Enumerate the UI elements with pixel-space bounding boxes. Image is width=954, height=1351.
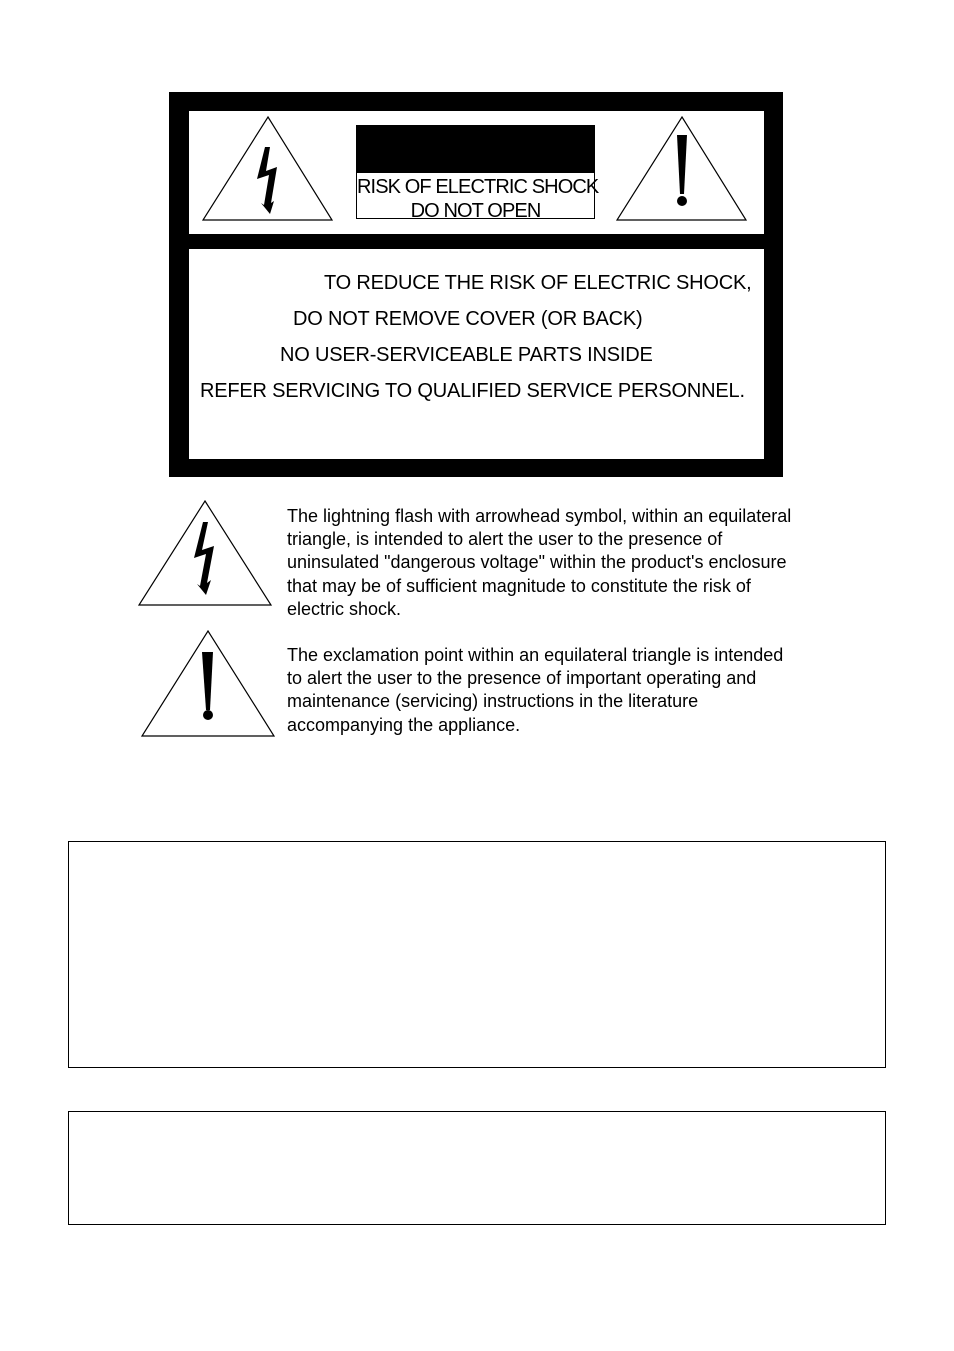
warning-line-2: DO NOT REMOVE COVER (OR BACK) [293,308,643,330]
caution-label-top-panel [189,111,764,234]
lightning-triangle-icon [138,500,272,606]
exclamation-symbol-explanation: The exclamation point within an equilateral triangle is intended to alert the user to the presence of important operating and maintenance (servicing) instructions in the literature accompanying the appliance. [287,645,784,735]
caution-warning-panel [189,249,764,459]
caution-label-frame [169,92,783,477]
notice-box-1 [68,841,886,1068]
exclamation-triangle-icon [616,115,748,222]
caution-label-line-2: DO NOT OPEN [410,200,541,222]
warning-line-4: REFER SERVICING TO QUALIFIED SERVICE PERSONNEL. [200,380,745,402]
notice-box-2 [68,1111,886,1225]
caution-center-label [356,125,599,222]
warning-line-1: TO REDUCE THE RISK OF ELECTRIC SHOCK, [324,272,752,294]
exclamation-triangle-icon [141,630,275,738]
lightning-symbol-explanation: The lightning flash with arrowhead symbol, within an equilateral triangle, is intended to alert the user to the presence of uninsulated "dangerous voltage" within the product's enclosure that may be of sufficient magnitude to constitute the risk of electric shock. [287,506,792,619]
caution-label-line-1: RISK OF ELECTRIC SHOCK [357,176,599,198]
lightning-triangle-icon [202,115,334,222]
warning-line-3: NO USER-SERVICEABLE PARTS INSIDE [280,344,653,366]
caution-black-bar [357,126,594,173]
